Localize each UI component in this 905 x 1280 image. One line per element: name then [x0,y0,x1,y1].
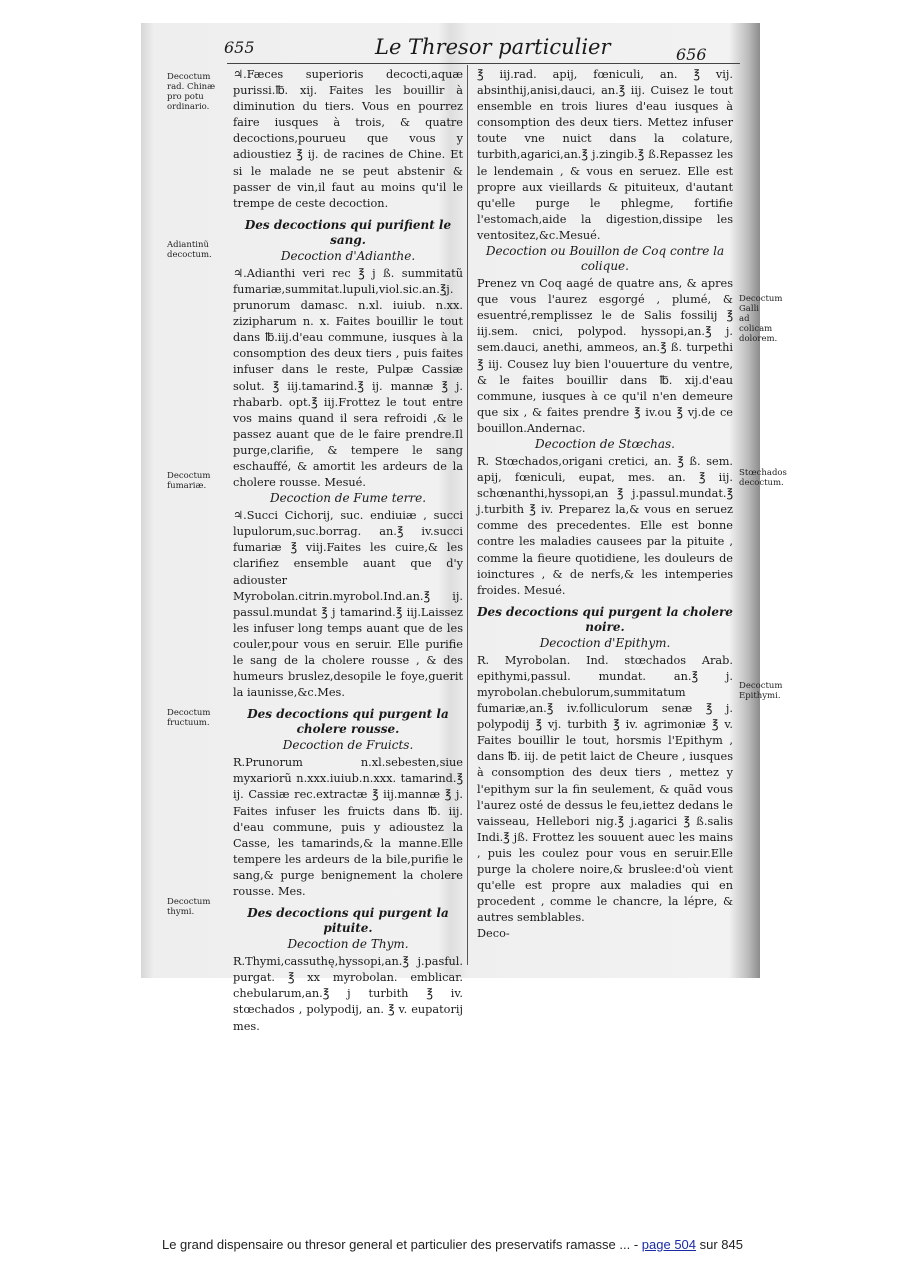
margin-note: Stœchados decoctum. [739,468,787,488]
paragraph: R. Myrobolan. Ind. stœchados Arab. epithymi,passul. mundat. an.℥ j. myrobolan.chebulorum,summitatum fumariæ,an.℥ iv.folliculorum senæ ℥ j. polypodij ℥ vj. turbith ℥ iv. agrimoniæ ℥ v. Faites bouillir le tout, horsmis l'Epithym , dans ℔. iij. de petit laict de Cheure , iusques à consomption des deux tiers , mettez y l'epithym sur la fin seulement, & quãd vous l'aurez osté de dessus le feu,iettez dedans le vaisseau, Hellebori nig.℥ j.agarici ℥ ß.salis Indi.℥ jß. Frottez les souuent auec les mains , puis les coulez pour vous en seruir.Elle purge la cholere noire,& bruslee:d'où vient qu'elle est propre aux maladies qui en procedent , comme le chancre, la lépre, & autres semblables. [477,653,733,925]
paragraph: ℥ iij.rad. apij, fœniculi, an. ℥ vij. absinthij,anisi,dauci, an.℥ iij. Cuisez le tout ensemble en trois liures d'eau iusques à consomption des deux tiers. Mettez infuser toute vne nuict dans la colature, turbith,agarici,an.℥ j.zingib.℥ ß.Repassez les le lendemain , & vous en seruez. Elle est propre aux vieillards & pituiteux, d'autant qu'elle purge le phlegme, fortifie l'estomach,aide la digestion,dissipe les ventositez,&c.Mesué. [477,68,733,242]
page-number-left: 655 [224,38,255,57]
paragraph: ♃.Succi Cichorij, suc. endiuiæ , succi lupulorum,suc.borrag. an.℥ iv.succi fumariæ ℥ viij.Faites les cuire,& les clarifiez ensemble auant que d'y adiouster Myrobolan.citrin.myrobol.Ind.an.℥ ij. passul.mundat ℥ j tamarind.℥ iij.Laissez les infuser long temps auant que de les couler,pour vous en seruir. Elle purifie le sang de la cholere rousse , & des humeurs bruslez,desopile le foye,guerit la iaunisse,&c.Mes. [233,509,463,700]
paragraph: ♃.Fæces superioris decocti,aquæ purissi.℔. xij. Faites les bouillir à diminution du tiers. Vous en pourrez faire iusques à trois, & quatre decoctions,pourueu que vous y adioustiez ℥ ij. de racines de Chine. Et si le malade ne se peut abstenir & passer de vin,il faut au moins qu'il le trempe de ceste decoction. [233,68,463,210]
paragraph: Prenez vn Coq aagé de quatre ans, & apres que vous l'aurez esgorgé , plumé, & esuentré,remplissez le de Salis fossilij ℥ iij.sem. cnici, polypod. hyssopi,an.℥ j. sem.dauci, anethi, ammeos, an.℥ ß. turpethi ℥ iij. Cousez luy bien l'ouuerture du ventre, & le faites bouillir dans ℔. xij.d'eau commune, iusques à ce qu'il n'en demeure que six , & faites prendre ℥ iv.ou ℥ vj.de ce bouillon.Andernac. [477,277,733,435]
margin-note: Decoctum Epithymi. [739,681,783,701]
running-title: Le Thresor particulier [375,35,611,59]
subsection-heading: Decoction de Fume terre. [269,491,427,506]
margin-note: Decoctum rad. Chinæ pro potu ordinario. [167,72,216,112]
paragraph: Deco- [477,927,510,941]
scanned-page [141,23,787,1033]
subsection-heading: Decoction de Fruicts. [282,738,414,753]
margin-note: Decoctum fructuum. [167,708,211,728]
subsection-heading: Decoction ou Bouillon de Coq contre la colique. [485,244,725,274]
footer-total: sur 845 [696,1237,743,1252]
page-number-right: 656 [676,45,707,64]
text-column-right [477,67,733,943]
margin-note: Decoctum thymi. [167,897,211,917]
header-rule [227,63,740,64]
footer-title: Le grand dispensaire ou thresor general et particulier des preservatifs ramasse ... - [161,1237,642,1252]
subsection-heading: Decoction de Thym. [287,937,409,952]
margin-note: Decoctum fumariæ. [167,471,211,491]
subsection-heading: Decoction d'Epithym. [539,635,671,650]
paragraph: R. Stœchados,origani cretici, an. ℥ ß. sem. apij, fœniculi, eupat, mes. an. ℥ iij. schœnanthi,hyssopi,an ℥ j.passul.mundat.℥ j.turbith ℥ iv. Preparez la,& vous en seruez comme des precedentes. Elle est bonne contre les maladies causees par la pituite , comme la fieure quotidiene, les douleurs de ioinctures , & de nerfs,& les intemperies froides. Mesué. [477,454,733,597]
column-divider [467,65,468,965]
subsection-heading: Decoction de Stœchas. [535,436,675,451]
page-link[interactable]: page 504 [641,1237,697,1252]
paragraph: R.Prunorum n.xl.sebesten,siue myxariorũ n.xxx.iuiub.n.xxx. tamarind.℥ ij. Cassiæ rec.extractæ ℥ iij.mannæ ℥ j. Faites infuser les fruicts dans ℔. iij. d'eau commune, puis y adioustez la Casse, les tamarinds,& la manne.Elle tempere les ardeurs de la bile,purifie le sang,& purge benignement la cholere rousse. Mes. [233,756,463,899]
margin-note: Adiantinũ decoctum. [167,240,212,260]
subsection-heading: Decoction d'Adianthe. [280,248,416,263]
section-heading: Des decoctions qui purgent la pituite. [247,906,449,936]
section-heading: Des decoctions qui purifient le sang. [244,217,452,247]
text-column-left [233,67,463,1035]
paragraph: R.Thymi,cassuthę,hyssopi,an.℥ j.pasful. purgat. ℥ xx myrobolan. emblicar. chebularum,an.℥ j turbith ℥ iv. stœchados , polypodij, an. ℥ v. eupatorij mes. [233,955,463,1033]
section-heading: Des decoctions qui purgent la cholere noire. [477,604,733,634]
section-heading: Des decoctions qui purgent la cholere rousse. [247,707,449,737]
page-footer [0,1237,905,1252]
margin-note: Decoctum Galli ad colicam dolorem. [739,294,783,344]
paragraph: ♃.Adianthi veri rec ℥ j ß. summitatũ fumariæ,summitat.lupuli,viol.sic.an.℥j. prunorum damasc. n.xl. iuiub. n.xx. zizipharum n. x. Faites bouillir le tout dans ℔.iij.d'eau commune, iusques à la consomption des deux tiers , puis faites infuser dans le reste, Pulpæ Cassiæ solut. ℥ iij.tamarind.℥ ij. mannæ ℥ j. rhabarb. opt.℥ iij.Frottez le tout entre vos mains quand il sera refroidi ,& le passez auant que de le faire prendre.Il purge,clarifie, & tempere le sang eschauffé, & amortit les ardeurs de la cholere rousse. Mesué. [233,266,463,490]
